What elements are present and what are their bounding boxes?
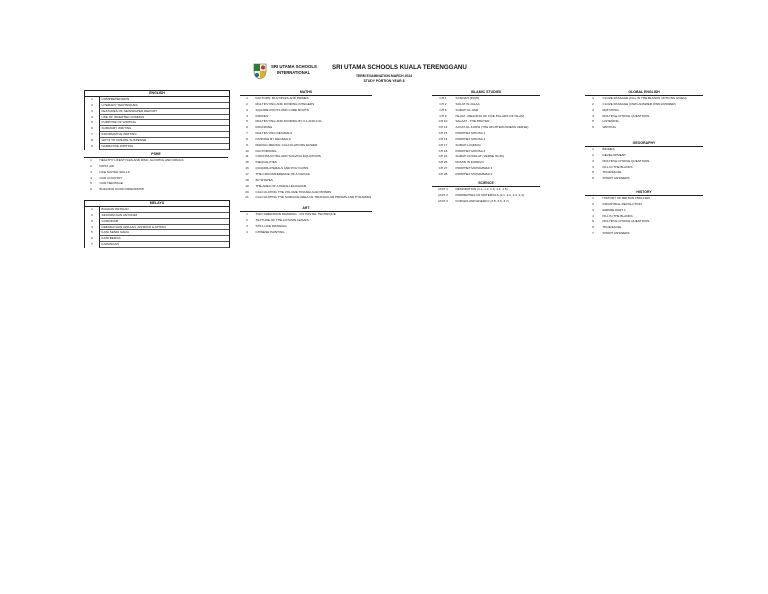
item-number: 19 bbox=[245, 183, 249, 188]
item-number: CH 12 bbox=[438, 125, 448, 130]
item-topic: KARANGAN bbox=[99, 242, 229, 248]
item-number: 4 bbox=[592, 164, 594, 169]
list-item bbox=[85, 242, 229, 248]
item-topic: MULTIPLE CHOICE QUESTIONS bbox=[602, 158, 650, 163]
item-topic: SALAAT - THE PRAYER bbox=[455, 119, 490, 124]
pshe-section bbox=[84, 152, 228, 193]
item-topic: INEQUALITIES bbox=[255, 160, 277, 165]
item-number: 1 bbox=[246, 96, 248, 100]
item-topic: PROPHET MOOSA 3 bbox=[455, 148, 486, 153]
item-topic: SURAH AL-ASR bbox=[455, 107, 479, 112]
item-topic: INDICES bbox=[255, 113, 269, 118]
item-number: UNIT 2 bbox=[438, 192, 448, 197]
maths-list bbox=[240, 96, 372, 201]
item-topic: LIFE SAVING SKILLS bbox=[99, 169, 130, 174]
item-number: 4 bbox=[90, 175, 92, 180]
item-topic: NARRATIVE WRITING bbox=[99, 144, 229, 150]
item-topic: BIJAKAN PETIKAN bbox=[99, 207, 229, 213]
item-topic: USE OF INVERTED COMMAS bbox=[99, 115, 229, 121]
item-topic: TEXTURE OF THE AUTUMN LEAVES bbox=[255, 217, 309, 222]
item-topic: SURAH FUSSILAT (VERSE 30-36) bbox=[455, 154, 504, 159]
item-topic: FACTORISING bbox=[255, 148, 277, 153]
item-topic: SHORT ANSWERS bbox=[602, 231, 630, 236]
item-number: 15 bbox=[245, 160, 249, 165]
item-topic: WRITING bbox=[602, 125, 616, 130]
item-number: CH 9 bbox=[439, 113, 447, 118]
item-number: 3 bbox=[592, 158, 594, 163]
geography-list bbox=[585, 147, 703, 182]
global-english-title: GLOBAL ENGLISH bbox=[585, 90, 703, 96]
study-portion: STUDY PORTION YEAR 8 bbox=[363, 78, 405, 83]
item-topic: SOLAT IN JALAA bbox=[455, 101, 480, 106]
item-topic: OUR HERITAGE bbox=[99, 181, 123, 186]
item-topic: MAKING MENTAL CALCULATIONS EASIER bbox=[255, 142, 318, 147]
item-number: 17 bbox=[245, 171, 249, 176]
item-topic: STILL LIFE DRAWING bbox=[255, 223, 287, 228]
item-topic: BUILDING GOOD FRIENDSHIP bbox=[99, 187, 145, 192]
item-topic: GURINDAM bbox=[99, 219, 229, 225]
item-topic: 3D SHAPES bbox=[255, 177, 273, 182]
history-list bbox=[585, 196, 703, 237]
item-topic: FILL IN THE BLANKS bbox=[602, 164, 633, 169]
exam-term: TERM EXAMINATION MARCH 2024 bbox=[355, 74, 413, 78]
item-number: 5 bbox=[246, 119, 248, 124]
list-item bbox=[585, 231, 703, 237]
item-number: 11 bbox=[245, 154, 249, 159]
item-number: 18 bbox=[245, 177, 249, 182]
list-item bbox=[84, 187, 228, 193]
item-number: CH 15 bbox=[438, 131, 448, 136]
item-number: 1 bbox=[90, 158, 92, 162]
item-topic: DIVIDING BY DECIMALS bbox=[255, 136, 291, 141]
item-number: 3 bbox=[91, 108, 93, 113]
item-topic: BIOMES bbox=[602, 147, 615, 151]
item-topic: CLOZE PASSAGE (FILL IN THE BLANKS OPTIONS GIVEN) bbox=[602, 96, 687, 100]
item-number: 5 bbox=[91, 230, 93, 235]
item-topic: PURPOSE OF WRITING bbox=[99, 120, 229, 126]
item-number: CH 27 bbox=[438, 166, 448, 171]
item-number: 4 bbox=[246, 229, 248, 234]
item-number: CH 25 bbox=[438, 160, 448, 165]
item-topic: DEVELOPMENT bbox=[602, 152, 626, 157]
item-topic: FILL IN THE BLANKS bbox=[602, 213, 633, 218]
list-item bbox=[240, 230, 372, 236]
item-number: 6 bbox=[592, 176, 594, 181]
item-number: 2 bbox=[91, 212, 93, 217]
islamic-section bbox=[432, 90, 540, 178]
pshe-list bbox=[84, 158, 228, 193]
item-topic: PROPHET MOOSA 1 bbox=[455, 131, 486, 136]
item-number: 3 bbox=[592, 207, 594, 212]
science-title: SCIENCE bbox=[432, 181, 540, 187]
item-topic: HEALTHY LIFESTYLES AND RISK: ALCOHOL AND DRUGS bbox=[99, 158, 184, 162]
item-topic: FORCES AND ENERGY (3.5, 3.6, 3.7) bbox=[455, 198, 509, 203]
melayu-section bbox=[84, 200, 230, 248]
item-number: 7 bbox=[91, 242, 93, 247]
item-topic: KEBUDAYAAN AWALAN, AKHIRAN & APITAN bbox=[99, 225, 229, 231]
science-section bbox=[432, 181, 540, 205]
item-number: 5 bbox=[592, 170, 594, 175]
item-topic: CLOZE PASSAGE (OWN ANSWER OWN ANSWER) bbox=[602, 101, 676, 106]
item-number: 6 bbox=[91, 126, 93, 131]
item-number: 7 bbox=[592, 231, 594, 236]
item-topic: TWO DIMENSION DRAWING - OIL PASTEL TECHNIQUE bbox=[255, 212, 336, 216]
item-number: 1 bbox=[91, 207, 93, 211]
item-number: CH 2 bbox=[439, 101, 447, 106]
list-item bbox=[432, 172, 540, 178]
item-topic: THE AREA OF A PARALLELOGRAM bbox=[255, 183, 307, 188]
item-number: 4 bbox=[592, 113, 594, 118]
item-number: 5 bbox=[592, 219, 594, 224]
item-topic: FIRST AID bbox=[99, 163, 115, 168]
item-topic: SUMMARY WRITING bbox=[99, 126, 229, 132]
item-topic: CONSTRUCTING AND SOLVING EQUATIONS bbox=[255, 154, 321, 159]
item-number: 4 bbox=[246, 113, 248, 118]
item-topic: EMPIRE PART 1 bbox=[602, 207, 626, 212]
item-topic: COMPREHENSION bbox=[99, 97, 229, 103]
item-topic: ROUNDING bbox=[255, 125, 273, 130]
item-number: 2 bbox=[592, 101, 594, 106]
list-item bbox=[585, 125, 703, 131]
item-topic: PROPHET MOOSA 2 bbox=[455, 136, 486, 141]
item-topic: PROPERTIES OF MATERIALS (2.1, 2.2, 2.3, 2.4) bbox=[455, 192, 524, 197]
item-number: 6 bbox=[246, 125, 248, 130]
islamic-list bbox=[432, 96, 540, 178]
melayu-list bbox=[85, 207, 229, 248]
item-number: UNIT 3 bbox=[438, 198, 448, 203]
item-topic: MUMIN IN FOREVO bbox=[455, 160, 484, 165]
item-topic: FEATURES OF NEWSPAPER REPORT bbox=[99, 109, 229, 115]
item-number: 2 bbox=[592, 201, 594, 206]
item-number: 8 bbox=[91, 137, 93, 142]
maths-title: MATHS bbox=[240, 90, 372, 96]
item-number: 16 bbox=[245, 166, 249, 171]
item-topic: FACTORS, MULTIPLES AND PRIMES bbox=[255, 96, 309, 100]
item-topic: LISTENING bbox=[602, 119, 619, 124]
item-number: 6 bbox=[90, 187, 92, 192]
item-topic: WAYS TO CREATE SUSPENSE bbox=[99, 138, 229, 144]
item-number: 3 bbox=[246, 223, 248, 228]
item-number: 6 bbox=[91, 236, 93, 241]
item-topic: SINONIM DAN ANTONIM bbox=[99, 213, 229, 219]
item-number: 5 bbox=[592, 119, 594, 124]
item-number: 4 bbox=[592, 213, 594, 218]
pshe-title: PSHE bbox=[84, 152, 228, 158]
item-number: 7 bbox=[91, 132, 93, 137]
global-english-section bbox=[585, 90, 703, 131]
item-topic: THE CIRCUMFERENCE OF A CIRCLE bbox=[255, 171, 310, 176]
item-topic: MULTIPLE CHOICE QUESTIONS bbox=[602, 219, 650, 224]
item-number: CH 18 bbox=[438, 148, 448, 153]
item-number: 1 bbox=[592, 196, 594, 200]
item-topic: MULTIPLYING AND DIVIDING INTEGERS bbox=[255, 101, 315, 106]
item-number: 3 bbox=[592, 107, 594, 112]
item-number: 6 bbox=[592, 225, 594, 230]
history-section bbox=[585, 190, 703, 237]
item-topic: SYARIAH (FIQH) bbox=[455, 96, 480, 100]
item-topic: PROPHET MUHAMMAD 1 bbox=[455, 166, 493, 171]
item-topic: TRUE/FALSE bbox=[602, 170, 622, 175]
item-number: 1 bbox=[246, 212, 248, 216]
item-topic: TRUE/FALSE bbox=[602, 225, 622, 230]
item-number: CH 28 bbox=[438, 171, 448, 176]
item-number: 1 bbox=[592, 96, 594, 100]
item-topic: SQUARE ROOTS AND CUBE ROOTS bbox=[255, 107, 309, 112]
item-number: CH 16 bbox=[438, 136, 448, 141]
list-item bbox=[85, 144, 229, 150]
item-topic: KATA SENDI NAMA bbox=[99, 230, 229, 236]
item-number: 3 bbox=[90, 169, 92, 174]
item-topic: QUADRILATERALS AND POLYGONS bbox=[255, 166, 309, 171]
item-number: 7 bbox=[246, 131, 248, 136]
item-topic: RESPIRATION (1.1, 1.2, 1.3, 1.4, 1.5) bbox=[455, 187, 508, 191]
geography-section bbox=[585, 141, 703, 182]
item-topic: MULTIPLYING DECIMALS bbox=[255, 131, 293, 136]
art-list bbox=[240, 212, 372, 235]
item-number: 4 bbox=[91, 224, 93, 229]
geography-title: GEOGRAPHY bbox=[585, 141, 703, 147]
list-item bbox=[585, 176, 703, 182]
science-list bbox=[432, 187, 540, 205]
item-number: 9 bbox=[91, 143, 93, 148]
history-title: HISTORY bbox=[585, 190, 703, 196]
item-number: 2 bbox=[90, 163, 92, 168]
item-number: 2 bbox=[91, 102, 93, 107]
item-topic: MULTIPLE CHOICE QUESTIONS bbox=[602, 113, 650, 118]
page-title: SRI UTAMA SCHOOLS KUALA TERENGGANU bbox=[332, 64, 467, 71]
item-topic: LITERARY TECHNIQUES bbox=[99, 103, 229, 109]
maths-section bbox=[240, 90, 372, 201]
item-number: 1 bbox=[592, 147, 594, 151]
item-number: 4 bbox=[91, 114, 93, 119]
item-topic: SHORT ANSWERS bbox=[602, 176, 630, 181]
school-name: SRI UTAMA SCHOOLS bbox=[271, 64, 317, 69]
item-topic: CALCULATING THE SURFACE AREA OF TRIANGULAR PRISMS AND PYRAMIDS bbox=[255, 195, 372, 200]
item-topic: OUR COUNTRY bbox=[99, 175, 123, 180]
list-item bbox=[240, 195, 372, 201]
list-item bbox=[432, 199, 540, 205]
item-number: 2 bbox=[246, 217, 248, 222]
item-number: 5 bbox=[91, 120, 93, 125]
item-topic: MULTIPLYING AND DIVIDING BY 0.1 AND 0.01 bbox=[255, 119, 322, 124]
school-sub: INTERNATIONAL bbox=[277, 70, 311, 75]
english-title: ENGLISH bbox=[85, 90, 229, 97]
item-number: CH 1 bbox=[439, 96, 447, 100]
english-section bbox=[84, 90, 230, 150]
item-number: 1 bbox=[91, 97, 93, 101]
item-number: 20 bbox=[245, 189, 249, 194]
item-number: 21 bbox=[245, 195, 249, 200]
item-number: CH 22 bbox=[438, 154, 448, 159]
item-topic: CALCULATING THE VOLUME TRIANGULAR PRISMS bbox=[255, 189, 332, 194]
item-number: CH 8 bbox=[439, 107, 447, 112]
item-number: 8 bbox=[246, 136, 248, 141]
islamic-title: ISLAMIC STUDIES bbox=[432, 90, 540, 96]
item-number: 3 bbox=[91, 218, 93, 223]
item-number: 3 bbox=[246, 107, 248, 112]
item-topic: INFORMATIVE WRITING bbox=[99, 132, 229, 138]
item-topic: CHINESE PAINTING bbox=[255, 229, 285, 234]
item-topic: SURAH LUQMAN bbox=[455, 142, 481, 147]
item-number: 2 bbox=[592, 152, 594, 157]
item-topic: PROPHET MUHAMMAD 2 bbox=[455, 171, 493, 176]
item-topic: INDUSTRIAL REVOLUTION bbox=[602, 201, 642, 206]
item-topic: AAYAT-UL-KURSI (THE RIGHTEOUSNESS VERSE) bbox=[455, 125, 529, 130]
item-number: 9 bbox=[246, 142, 248, 147]
melayu-title: MELAYU bbox=[85, 200, 229, 207]
item-number: 5 bbox=[90, 181, 92, 186]
art-title: ART bbox=[240, 206, 372, 212]
item-topic: MATCHING bbox=[602, 107, 619, 112]
item-number: 6 bbox=[592, 125, 594, 130]
item-topic: KATA BERGA bbox=[99, 236, 229, 242]
item-topic: HISTORY OF BRITAIN 1500-1900 bbox=[602, 196, 650, 200]
art-section bbox=[240, 206, 372, 235]
item-number: UNIT 1 bbox=[438, 187, 448, 191]
item-topic: ISLAM - MEANING OF FIVE PILLARS OF ISLAM bbox=[455, 113, 524, 118]
item-number: CH 10 bbox=[438, 119, 448, 124]
item-number: 2 bbox=[246, 101, 248, 106]
english-list bbox=[85, 97, 229, 150]
global-english-list bbox=[585, 96, 703, 131]
item-number: CH 17 bbox=[438, 142, 448, 147]
item-number: 10 bbox=[245, 148, 249, 153]
